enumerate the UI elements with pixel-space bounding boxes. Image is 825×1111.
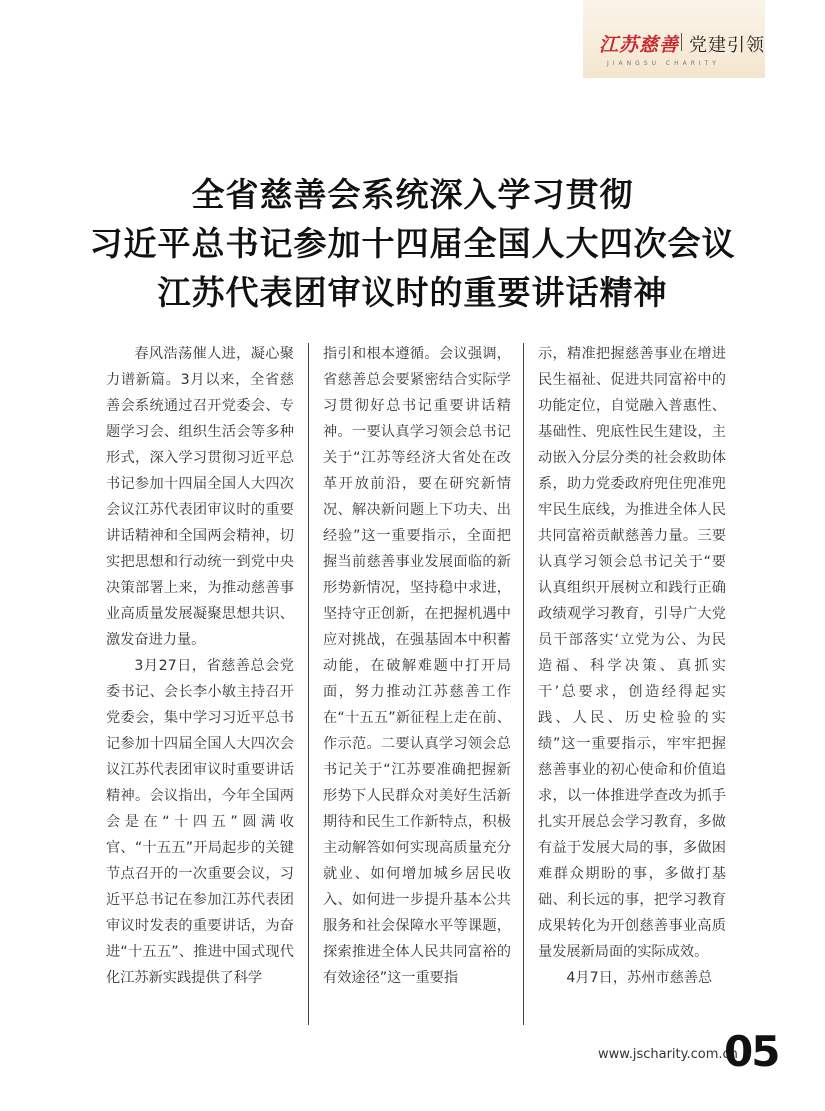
header-divider [681, 33, 682, 51]
jiangsu-charity-logo: 江苏慈善 [599, 34, 680, 56]
title-line: 习近平总书记参加十四届全国人大四次会议 [89, 224, 736, 263]
column-divider [523, 343, 524, 1025]
article-title [0, 170, 825, 317]
title-line: 江苏代表团审议时的重要讲话精神 [157, 273, 668, 312]
paragraph: 示，精准把握慈善事业在增进民生福祉、促进共同富裕中的功能定位，自觉融入普惠性、基础性、兜底性民生建设，主动嵌入分层分类的社会救助体系，助力党委政府兜住兜准兜牢民生底线，为推进全体人民共同富裕贡献慈善力量。三要认真学习领会总书记关于“要认真组织开展树立和践行正确政绩观学习教育，引导广大党员干部落实‘立党为公、为民造福、科学决策、真抓实干’总要求，创造经得起实践、人民、历史检验的实绩”这一重要指示，牢牢把握慈善事业的初心使命和价值追求，以一体推进学查改为抓手扎实开展总会学习教育，多做有益于发展大局的事，多做困难群众期盼的事，多做打基础、利长远的事，把学习教育成果转化为开创慈善事业高质量发展新局面的实际成效。 [538, 346, 726, 960]
article-column-2 [323, 341, 511, 991]
page-number: 05 [724, 1027, 779, 1076]
article-column-1 [106, 341, 294, 991]
website-url: www.jscharity.com.cn [598, 1047, 738, 1062]
section-label: 党建引领 [689, 35, 765, 56]
article-column-3 [538, 341, 726, 991]
logo-subtitle: JIANGSU CHARITY [607, 60, 720, 67]
paragraph: 3月27日，省慈善总会党委书记、会长李小敏主持召开党委会，集中学习习近平总书记参加十四届全国人大四次会议江苏代表团审议时重要讲话精神。会议指出，今年全国两会是在“十四五”圆满收官、“十五五”开局起步的关键节点召开的一次重要会议，习近平总书记在参加江苏代表团审议时发表的重要讲话，为奋进“十五五”、推进中国式现代化江苏新实践提供了科学 [106, 658, 294, 986]
column-divider [308, 343, 309, 1025]
paragraph: 指引和根本遵循。会议强调，省慈善总会要紧密结合实际学习贯彻好总书记重要讲话精神。一要认真学习领会总书记关于“江苏等经济大省处在改革开放前沿，要在研究新情况、解决新问题上下功夫、出经验”这一重要指示，全面把握当前慈善事业发展面临的新形势新情况，坚持稳中求进，坚持守正创新，在把握机遇中应对挑战，在强基固本中积蓄动能，在破解难题中打开局面，努力推动江苏慈善工作在“十五五”新征程上走在前、作示范。二要认真学习领会总书记关于“江苏要准确把握新形势下人民群众对美好生活新期待和民生工作新特点，积极主动解答如何实现高质量充分就业、如何增加城乡居民收入、如何进一步提升基本公共服务和社会保障水平等课题，探索推进全体人民共同富裕的有效途径”这一重要指 [323, 346, 511, 986]
paragraph: 春风浩荡催人进，凝心聚力谱新篇。3月以来，全省慈善会系统通过召开党委会、专题学习会、组织生活会等多种形式，深入学习贯彻习近平总书记参加十四届全国人大四次会议江苏代表团审议时的重要讲话精神和全国两会精神，切实把思想和行动统一到党中央决策部署上来，为推动慈善事业高质量发展凝聚思想共识、激发奋进力量。 [106, 346, 294, 648]
title-line: 全省慈善会系统深入学习贯彻 [191, 175, 634, 214]
header-banner [583, 0, 765, 78]
paragraph: 4月7日，苏州市慈善总 [566, 970, 713, 986]
